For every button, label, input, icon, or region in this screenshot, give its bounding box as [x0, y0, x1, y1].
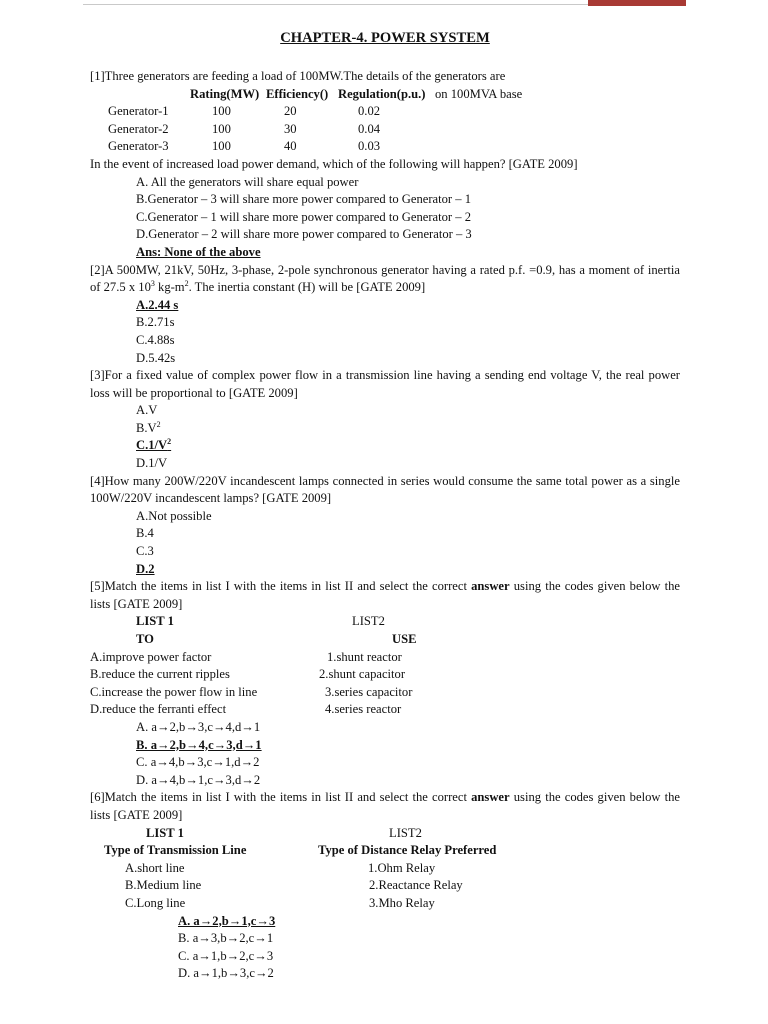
generator-row — [90, 121, 680, 139]
option-a-correct: A. a→2,b→1,c→3 — [178, 913, 276, 928]
superscript: 2 — [184, 278, 189, 288]
option-b: B.Generator – 3 will share more power compared to Generator – 1 — [136, 192, 472, 207]
list1-item: A.improve power factor — [90, 649, 212, 664]
option-c: C. a→1,b→2,c→3 — [178, 948, 274, 963]
question-5 — [90, 578, 680, 789]
list1-item: B.reduce the current ripples — [90, 667, 230, 682]
question-6-text-bold: answer — [471, 790, 510, 805]
question-6 — [90, 789, 680, 983]
list1-item: A.short line — [125, 860, 185, 875]
option-d: D.Generator – 2 will share more power compared to Generator – 3 — [136, 227, 472, 242]
base-note: on 100MVA base — [435, 86, 523, 101]
generator-name: Generator-2 — [108, 121, 169, 136]
list2-item: 2.shunt capacitor — [319, 667, 406, 682]
option-a: A. All the generators will share equal power — [136, 174, 359, 189]
option-c-text: C.1/V — [136, 438, 168, 453]
header-accent-bar — [588, 0, 686, 6]
match-row — [90, 684, 680, 702]
question-1 — [90, 68, 680, 262]
list-heads — [90, 631, 680, 649]
rating-header: Rating(MW) — [190, 86, 260, 101]
list-titles — [90, 825, 680, 843]
regulation-header: Regulation(p.u.) — [338, 86, 426, 101]
match-row — [90, 666, 680, 684]
list2-item: 3.series capacitor — [325, 684, 413, 699]
option-a: A.V — [136, 403, 158, 418]
document-page — [90, 28, 680, 983]
option-b: B.2.71s — [136, 315, 175, 330]
question-6-text-part: [6]Match the items in list I with the items in list II and select the correct — [90, 790, 472, 805]
question-5-text-part: using the codes given below the lists [GATE 2009] — [90, 579, 680, 611]
generator-efficiency: 30 — [284, 121, 297, 136]
list1-item: C.increase the power flow in line — [90, 684, 258, 699]
generator-rating: 100 — [212, 104, 231, 119]
generator-name: Generator-1 — [108, 104, 169, 119]
option-a-correct: A.2.44 s — [136, 297, 179, 312]
list2-item: 2.Reactance Relay — [369, 878, 463, 893]
list2-head: USE — [392, 632, 417, 646]
option-d: D.5.42s — [136, 350, 176, 365]
header-rule — [83, 4, 588, 5]
option-b — [90, 420, 680, 438]
match-row — [90, 649, 680, 667]
generator-name: Generator-3 — [108, 139, 169, 154]
superscript: 3 — [150, 278, 155, 288]
list1-title: LIST 1 — [146, 825, 184, 840]
question-2-text-part: [2]A 500MW, 21kV, 50Hz, 3-phase, 2-pole synchronous generator having a rated p.f. =0.9, has a moment of inertia of 27.5 x 10 — [90, 262, 680, 295]
answer: Ans: None of the above — [136, 244, 261, 259]
question-1-text: [1]Three generators are feeding a load of 100MW.The details of the generators are — [90, 69, 506, 83]
list2-item: 4.series reactor — [325, 702, 402, 717]
generator-rating: 100 — [212, 139, 231, 154]
option-b: B.4 — [136, 526, 154, 541]
list1-item: B.Medium line — [125, 878, 202, 893]
list2-head: Type of Distance Relay Preferred — [318, 843, 497, 858]
list1-item: D.reduce the ferranti effect — [90, 702, 227, 717]
list1-title: LIST 1 — [136, 614, 174, 629]
option-d: D.1/V — [136, 456, 168, 471]
question-5-text-part: [5]Match the items in list I with the items in list II and select the correct — [90, 579, 472, 594]
option-b-correct: B. a→2,b→4,c→3,d→1 — [136, 737, 262, 752]
generator-regulation: 0.02 — [358, 104, 381, 119]
list2-item: 3.Mho Relay — [369, 895, 435, 910]
efficiency-header: Efficiency() — [266, 86, 329, 101]
option-d: D. a→4,b→1,c→3,d→2 — [136, 772, 261, 787]
question-3-text: [3]For a fixed value of complex power flow in a transmission line having a sending end voltage V, the real power loss will be proportional to [GATE 2009] — [90, 368, 680, 400]
question-2-text-part: kg-m — [154, 280, 185, 295]
question-6-text-part: using the codes given below the lists [GATE 2009] — [90, 790, 680, 822]
question-1-prompt: In the event of increased load power demand, which of the following will happen? [GATE 2009] — [90, 156, 578, 171]
option-d-correct: D.2 — [136, 561, 155, 576]
list2-title: LIST2 — [389, 825, 422, 840]
match-row — [90, 877, 680, 895]
generator-efficiency: 40 — [284, 139, 297, 154]
question-2-text — [90, 262, 680, 297]
generator-regulation: 0.04 — [358, 121, 381, 136]
generator-efficiency: 20 — [284, 104, 297, 119]
superscript: 2 — [167, 437, 172, 447]
question-2-text-part: . The inertia constant (H) will be [GATE 2009] — [188, 280, 426, 295]
superscript: 2 — [156, 419, 161, 429]
option-c: C. a→4,b→3,c→1,d→2 — [136, 755, 260, 770]
match-row — [90, 701, 680, 719]
generator-regulation: 0.03 — [358, 139, 381, 154]
list-titles — [90, 613, 680, 631]
generator-row — [90, 103, 680, 121]
list2-item: 1.Ohm Relay — [368, 860, 436, 875]
question-6-text — [90, 789, 680, 824]
list2-title: LIST2 — [352, 614, 385, 629]
question-2 — [90, 262, 680, 368]
option-c: C.4.88s — [136, 332, 175, 347]
option-c-correct — [90, 437, 680, 455]
generator-rating: 100 — [212, 121, 231, 136]
option-b: B. a→3,b→2,c→1 — [178, 931, 274, 946]
question-4-text: [4]How many 200W/220V incandescent lamps connected in series would consume the same total power as a single 100W/220V incandescent lamps? [GATE 2009] — [90, 473, 680, 506]
option-c: C.Generator – 1 will share more power compared to Generator – 2 — [136, 209, 472, 224]
list-heads — [90, 842, 680, 860]
question-5-text-bold: answer — [471, 579, 510, 594]
option-b-text: B.V — [136, 420, 157, 435]
question-3 — [90, 367, 680, 473]
question-4 — [90, 473, 680, 579]
option-d: D. a→1,b→3,c→2 — [178, 966, 274, 981]
match-row — [90, 860, 680, 878]
generator-table-header — [90, 86, 680, 104]
option-a: A.Not possible — [136, 508, 212, 523]
list1-head: Type of Transmission Line — [104, 843, 247, 858]
option-a: A. a→2,b→3,c→4,d→1 — [136, 719, 261, 734]
option-c: C.3 — [136, 544, 154, 559]
list2-item: 1.shunt reactor — [327, 649, 402, 664]
match-row — [90, 895, 680, 913]
chapter-title: CHAPTER-4. POWER SYSTEM — [280, 30, 490, 46]
list1-item: C.Long line — [125, 895, 186, 910]
question-5-text — [90, 578, 680, 613]
list1-head: TO — [136, 632, 154, 646]
generator-row — [90, 138, 680, 156]
